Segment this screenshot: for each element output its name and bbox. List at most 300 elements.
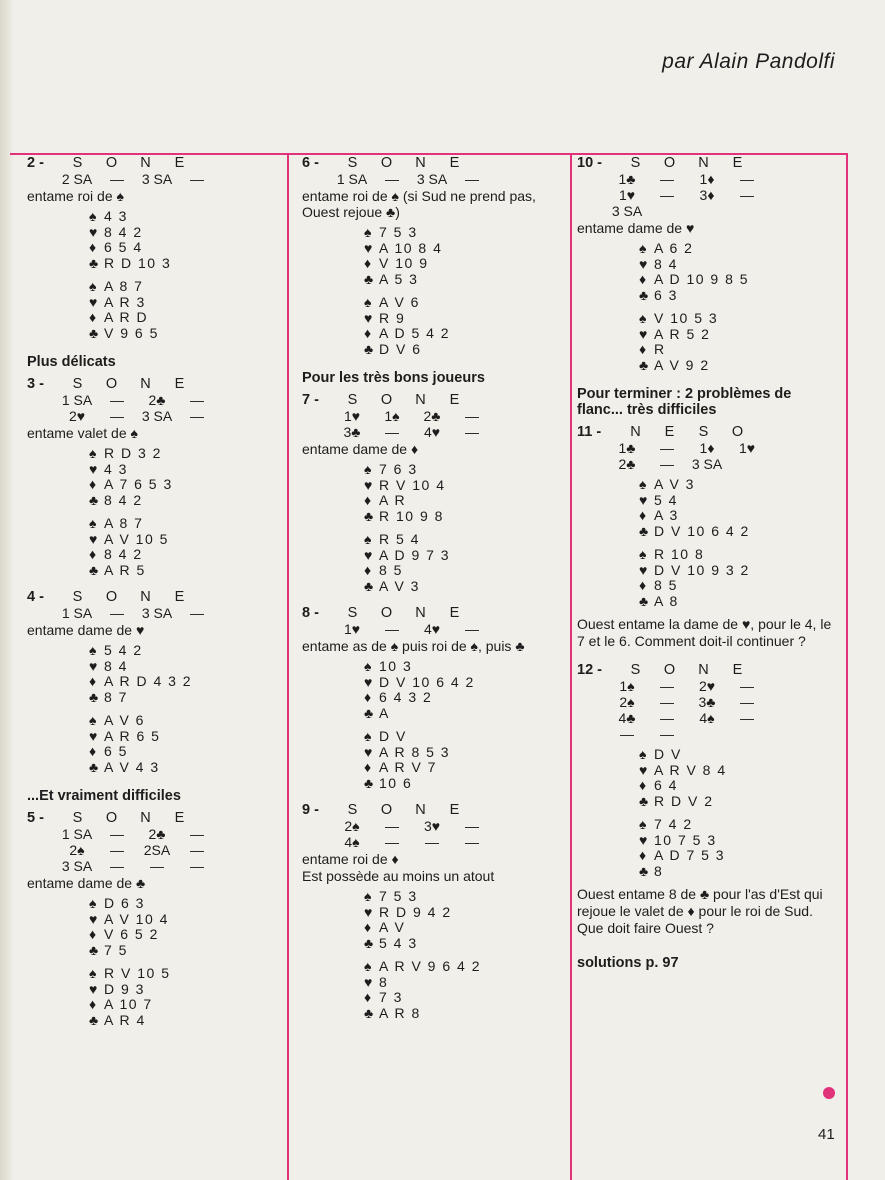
bidding-header	[27, 810, 289, 826]
bid: —	[465, 621, 479, 637]
cards: A R 8 5 3	[379, 743, 451, 760]
bidding-sequence	[332, 408, 568, 440]
suit-row-diamond	[89, 476, 289, 492]
bid: 3♣	[343, 424, 361, 440]
bid: —	[465, 171, 479, 187]
bid: 2 SA	[61, 171, 93, 187]
cards: A 8 7	[104, 515, 144, 531]
seat-label: S	[347, 155, 359, 171]
bid: —	[385, 424, 399, 440]
suit-row-club	[364, 341, 568, 357]
club-icon: ♣	[364, 934, 375, 951]
bid: 2♣	[423, 408, 441, 424]
bid-row	[57, 171, 289, 187]
solutions-reference: solutions p. 97	[577, 955, 679, 971]
suit-row-club	[364, 508, 568, 524]
suit-row-club	[639, 793, 839, 809]
problem	[577, 424, 839, 650]
heart-icon: ♥	[364, 239, 374, 256]
bid: —	[110, 858, 124, 874]
cards: 7 3	[379, 989, 403, 1005]
author-byline: par Alain Pandolfi	[662, 50, 835, 73]
seat-label: E	[449, 605, 461, 621]
cards: D V 6	[379, 340, 422, 357]
bid: 2♠	[619, 694, 635, 710]
bid: —	[660, 726, 674, 742]
cards: A R 5	[104, 561, 146, 578]
bid: —	[190, 826, 204, 842]
opening-lead: entame dame de ♥	[577, 220, 695, 236]
cards: D V 10 6 4 2	[379, 673, 475, 690]
spade-icon: ♠	[364, 888, 373, 904]
heart-icon: ♥	[364, 673, 374, 690]
club-icon: ♣	[364, 507, 375, 524]
lead-note: Est possède au moins un atout	[302, 868, 495, 884]
heart-icon: ♥	[89, 293, 99, 310]
suit-row-heart	[364, 904, 568, 920]
club-icon: ♣	[89, 941, 100, 958]
suit-row-heart	[639, 562, 839, 578]
opening-lead: entame dame de ♥	[27, 622, 145, 638]
problem-number: 9 -	[302, 802, 319, 818]
problem	[577, 662, 839, 937]
seat-label: S	[630, 155, 642, 171]
cards: A D 9 7 3	[379, 546, 451, 563]
suit-row-club	[364, 705, 568, 721]
suit-row-heart	[639, 326, 839, 342]
problem	[577, 155, 839, 372]
bid-row	[57, 858, 289, 874]
suit-row-heart	[639, 832, 839, 848]
heart-icon: ♥	[364, 476, 374, 493]
bid: 2♣	[618, 456, 636, 472]
spade-icon: ♠	[639, 476, 648, 492]
suit-row-spade	[89, 445, 289, 461]
bid-row	[607, 440, 839, 456]
cards: A V 3	[654, 476, 695, 492]
opening-lead: entame roi de ♠	[27, 188, 124, 204]
spade-icon: ♠	[639, 240, 648, 256]
cards: 4 3	[104, 208, 128, 224]
heart-icon: ♥	[89, 223, 99, 240]
club-icon: ♣	[89, 491, 100, 508]
diamond-icon: ♦	[89, 476, 98, 492]
cards: 6 4 3 2	[379, 689, 433, 705]
bid: —	[660, 187, 674, 203]
bid: —	[740, 171, 754, 187]
suit-row-spade	[89, 278, 289, 294]
page-edge	[0, 0, 14, 1180]
problem-question: Ouest entame la dame de ♥, pour le 4, le 7 et le 6. Comment doit-il continuer ?	[577, 616, 832, 649]
cards: V 10 5 3	[654, 310, 719, 326]
suit-row-diamond	[89, 239, 289, 255]
club-icon: ♣	[639, 862, 650, 879]
suit-row-diamond	[639, 777, 839, 793]
suit-row-club	[89, 1012, 289, 1028]
bid: —	[660, 710, 674, 726]
cards: 8	[379, 973, 389, 990]
suit-row-diamond	[364, 255, 568, 271]
suit-row-spade	[364, 888, 568, 904]
bid: —	[465, 834, 479, 850]
suit-row-diamond	[364, 989, 568, 1005]
bid: —	[660, 456, 674, 472]
bid-row	[607, 187, 839, 203]
bid: 3 SA	[416, 171, 448, 187]
diamond-icon: ♦	[639, 777, 648, 793]
problem	[302, 802, 568, 1020]
suit-row-spade	[364, 958, 568, 974]
bid: 4♣	[618, 710, 636, 726]
suit-row-heart	[364, 974, 568, 990]
bid-row	[607, 203, 839, 219]
bid: 3♣	[698, 694, 716, 710]
cards: A 8 7	[104, 278, 144, 294]
cards: A 5 3	[379, 270, 419, 287]
hand	[89, 965, 289, 1027]
bid: —	[190, 392, 204, 408]
hand	[639, 240, 839, 302]
seat-label: E	[449, 155, 461, 171]
section-heading: Plus délicats	[27, 354, 116, 370]
column-rule-3	[846, 153, 848, 1180]
cards: A 10 7	[104, 996, 153, 1012]
hand	[89, 445, 289, 507]
bidding-header	[27, 589, 289, 605]
suit-row-spade	[364, 224, 568, 240]
heart-icon: ♥	[639, 325, 649, 342]
cards: 8 4	[104, 657, 128, 674]
problem-number: 12 -	[577, 662, 602, 678]
bid	[727, 726, 767, 742]
bid-row	[332, 408, 568, 424]
suit-row-diamond	[639, 507, 839, 523]
suit-row-club	[89, 942, 289, 958]
seat-label: E	[174, 155, 186, 171]
suit-row-club	[639, 287, 839, 303]
cards: A V	[379, 919, 406, 935]
cards: R V 10 5	[104, 965, 171, 981]
suit-row-heart	[364, 240, 568, 256]
problem	[302, 605, 568, 790]
bid: —	[190, 171, 204, 187]
spade-icon: ♠	[639, 546, 648, 562]
cards: 7 4 2	[654, 816, 693, 832]
suit-row-club	[364, 578, 568, 594]
cards: 8 4 2	[104, 223, 143, 240]
seat-label: S	[347, 802, 359, 818]
bidding-header	[302, 605, 568, 621]
cards: D V 10 6 4 2	[654, 522, 750, 539]
club-icon: ♣	[364, 340, 375, 357]
diamond-icon: ♦	[364, 562, 373, 578]
suit-row-heart	[364, 674, 568, 690]
spade-icon: ♠	[364, 461, 373, 477]
bidding-header	[27, 376, 289, 392]
cards: A 6 2	[654, 240, 694, 256]
suit-row-club	[89, 492, 289, 508]
hand	[89, 208, 289, 270]
cards: 7 5 3	[379, 888, 418, 904]
bid: 1 SA	[336, 171, 368, 187]
suit-row-heart	[89, 981, 289, 997]
suit-row-club	[89, 689, 289, 705]
club-icon: ♣	[364, 270, 375, 287]
seat-label: S	[72, 810, 84, 826]
bid: 1♠	[619, 678, 635, 694]
seat-label: O	[380, 605, 394, 621]
hand	[639, 310, 839, 372]
suit-row-club	[364, 271, 568, 287]
section-heading: ...Et vraiment difficiles	[27, 788, 181, 804]
bid: —	[385, 171, 399, 187]
bid: —	[465, 408, 479, 424]
spade-icon: ♠	[89, 965, 98, 981]
seat-label: E	[174, 810, 186, 826]
cards: A V 10 5	[104, 530, 169, 547]
opening-lead: entame roi de ♠ (si Sud ne prend pas, Ouest rejoue ♣)	[302, 188, 536, 220]
bid: —	[740, 694, 754, 710]
suit-row-diamond	[89, 926, 289, 942]
bid-row	[57, 842, 289, 858]
diamond-icon: ♦	[89, 546, 98, 562]
bid: 1 SA	[61, 392, 93, 408]
bid: 1♦	[699, 171, 715, 187]
suit-row-spade	[639, 746, 839, 762]
cards: R	[654, 341, 666, 357]
suit-row-diamond	[89, 309, 289, 325]
hand	[639, 816, 839, 878]
bid: —	[385, 621, 399, 637]
hand	[364, 461, 568, 523]
suit-row-diamond	[89, 546, 289, 562]
seat-label: N	[698, 662, 710, 678]
cards: A R V 7	[379, 759, 437, 775]
problem-number: 6 -	[302, 155, 319, 171]
seat-label: E	[664, 424, 676, 440]
hand	[89, 895, 289, 957]
bidding-sequence	[332, 171, 568, 187]
hand	[364, 294, 568, 356]
heart-icon: ♥	[364, 309, 374, 326]
problem	[302, 392, 568, 593]
problem	[27, 589, 289, 774]
bidding-header	[577, 424, 839, 440]
hand	[364, 888, 568, 950]
heart-icon: ♥	[89, 460, 99, 477]
bid: 1♥	[343, 408, 361, 424]
club-icon: ♣	[89, 254, 100, 271]
suit-row-spade	[364, 531, 568, 547]
cards: A 8	[654, 592, 679, 609]
seat-label: N	[698, 155, 710, 171]
suit-row-diamond	[364, 689, 568, 705]
suit-row-heart	[639, 492, 839, 508]
bid-row	[57, 605, 289, 621]
cards: V 9 6 5	[104, 324, 159, 341]
problem-question: Ouest entame 8 de ♣ pour l'as d'Est qui rejoue le valet de ♦ pour le roi de Sud. Que doit faire Ouest ?	[577, 886, 823, 936]
hand	[89, 712, 289, 774]
bid: —	[190, 605, 204, 621]
hand	[639, 746, 839, 808]
spade-icon: ♠	[89, 278, 98, 294]
bid: —	[620, 726, 634, 742]
cards: A V 4 3	[104, 758, 160, 775]
heart-icon: ♥	[364, 743, 374, 760]
diamond-icon: ♦	[639, 341, 648, 357]
suit-row-diamond	[89, 673, 289, 689]
column-2	[302, 155, 568, 1032]
suit-row-spade	[89, 965, 289, 981]
hand	[89, 515, 289, 577]
spade-icon: ♠	[89, 445, 98, 461]
section-heading: Pour les très bons joueurs	[302, 370, 485, 386]
club-icon: ♣	[639, 286, 650, 303]
column-1	[27, 155, 289, 1039]
bid: 1♣	[618, 440, 636, 456]
cards: A V 10 4	[104, 910, 169, 927]
hand	[89, 642, 289, 704]
seat-label: O	[731, 424, 745, 440]
suit-row-heart	[639, 762, 839, 778]
suit-row-heart	[89, 461, 289, 477]
suit-row-spade	[639, 816, 839, 832]
seat-label: N	[415, 802, 427, 818]
diamond-icon: ♦	[364, 919, 373, 935]
suit-row-spade	[364, 294, 568, 310]
bid: —	[110, 826, 124, 842]
suit-row-heart	[89, 658, 289, 674]
suit-row-club	[89, 325, 289, 341]
bidding-header	[577, 155, 839, 171]
suit-row-spade	[639, 546, 839, 562]
diamond-icon: ♦	[89, 926, 98, 942]
bid: —	[110, 605, 124, 621]
diamond-icon: ♦	[89, 239, 98, 255]
spade-icon: ♠	[639, 310, 648, 326]
column-rule-2	[570, 153, 572, 1180]
spade-icon: ♠	[364, 728, 373, 744]
bid: 4♠	[344, 834, 360, 850]
diamond-icon: ♦	[364, 689, 373, 705]
club-icon: ♣	[89, 324, 100, 341]
cards: D V 10 9 3 2	[654, 561, 750, 578]
cards: 8	[654, 862, 664, 879]
seat-label: S	[347, 605, 359, 621]
heart-icon: ♥	[639, 761, 649, 778]
heart-icon: ♥	[89, 657, 99, 674]
bid-row	[57, 408, 289, 424]
cards: 6 5	[104, 743, 128, 759]
problem-number: 3 -	[27, 376, 44, 392]
cards: R D V 2	[654, 792, 714, 809]
cards: V 10 9	[379, 255, 429, 271]
suit-row-club	[364, 1005, 568, 1021]
cards: 4 3	[104, 460, 128, 477]
bid: —	[190, 858, 204, 874]
bid-row	[607, 710, 839, 726]
problem-number: 8 -	[302, 605, 319, 621]
bid: 2♥	[698, 678, 716, 694]
cards: A V 9 2	[654, 356, 710, 373]
bid	[687, 203, 727, 219]
diamond-icon: ♦	[639, 507, 648, 523]
diamond-icon: ♦	[364, 989, 373, 1005]
heart-icon: ♥	[639, 255, 649, 272]
seat-label: N	[140, 589, 152, 605]
bidding-header	[27, 155, 289, 171]
bid-row	[332, 171, 568, 187]
suit-row-spade	[639, 240, 839, 256]
spade-icon: ♠	[89, 515, 98, 531]
suit-row-diamond	[639, 847, 839, 863]
bidding-sequence	[332, 818, 568, 850]
bidding-header	[302, 392, 568, 408]
bid: —	[660, 171, 674, 187]
cards: 5 4 3	[379, 934, 418, 951]
club-icon: ♣	[639, 356, 650, 373]
suit-row-club	[639, 357, 839, 373]
heart-icon: ♥	[639, 491, 649, 508]
suit-row-club	[639, 523, 839, 539]
bid: 1 SA	[61, 826, 93, 842]
suit-row-diamond	[364, 562, 568, 578]
bid-row	[607, 456, 839, 472]
suit-row-heart	[89, 911, 289, 927]
hand	[364, 958, 568, 1020]
cards: 8 5	[379, 562, 403, 578]
spade-icon: ♠	[364, 224, 373, 240]
bid: —	[425, 834, 439, 850]
bid: —	[740, 710, 754, 726]
bid: —	[660, 440, 674, 456]
column-3	[577, 155, 839, 971]
cards: A D 10 9 8 5	[654, 271, 750, 287]
seat-label: E	[174, 589, 186, 605]
bid	[647, 203, 687, 219]
bid-row	[332, 621, 568, 637]
page-number: 41	[818, 1126, 835, 1143]
cards: V 6 5 2	[104, 926, 159, 942]
problem-number: 2 -	[27, 155, 44, 171]
seat-label: N	[415, 392, 427, 408]
bid: —	[740, 187, 754, 203]
suit-row-club	[364, 775, 568, 791]
bid: 4♥	[423, 424, 441, 440]
cards: A R V 9 6 4 2	[379, 958, 481, 974]
bidding-sequence	[57, 171, 289, 187]
bid: 3 SA	[61, 858, 93, 874]
cards: A R 3	[104, 293, 146, 310]
cards: D 6 3	[104, 895, 145, 911]
club-icon: ♣	[639, 792, 650, 809]
club-icon: ♣	[89, 1011, 100, 1028]
diamond-icon: ♦	[89, 996, 98, 1012]
seat-label: O	[380, 802, 394, 818]
seat-label: N	[415, 155, 427, 171]
bid: —	[660, 678, 674, 694]
problem-number: 5 -	[27, 810, 44, 826]
suit-row-heart	[89, 294, 289, 310]
cards: A R D 4 3 2	[104, 673, 193, 689]
hand	[364, 224, 568, 286]
bid: 3 SA	[611, 203, 643, 219]
cards: 10 6	[379, 774, 413, 791]
suit-row-heart	[89, 728, 289, 744]
club-icon: ♣	[639, 592, 650, 609]
suit-row-diamond	[639, 577, 839, 593]
heart-icon: ♥	[364, 973, 374, 990]
